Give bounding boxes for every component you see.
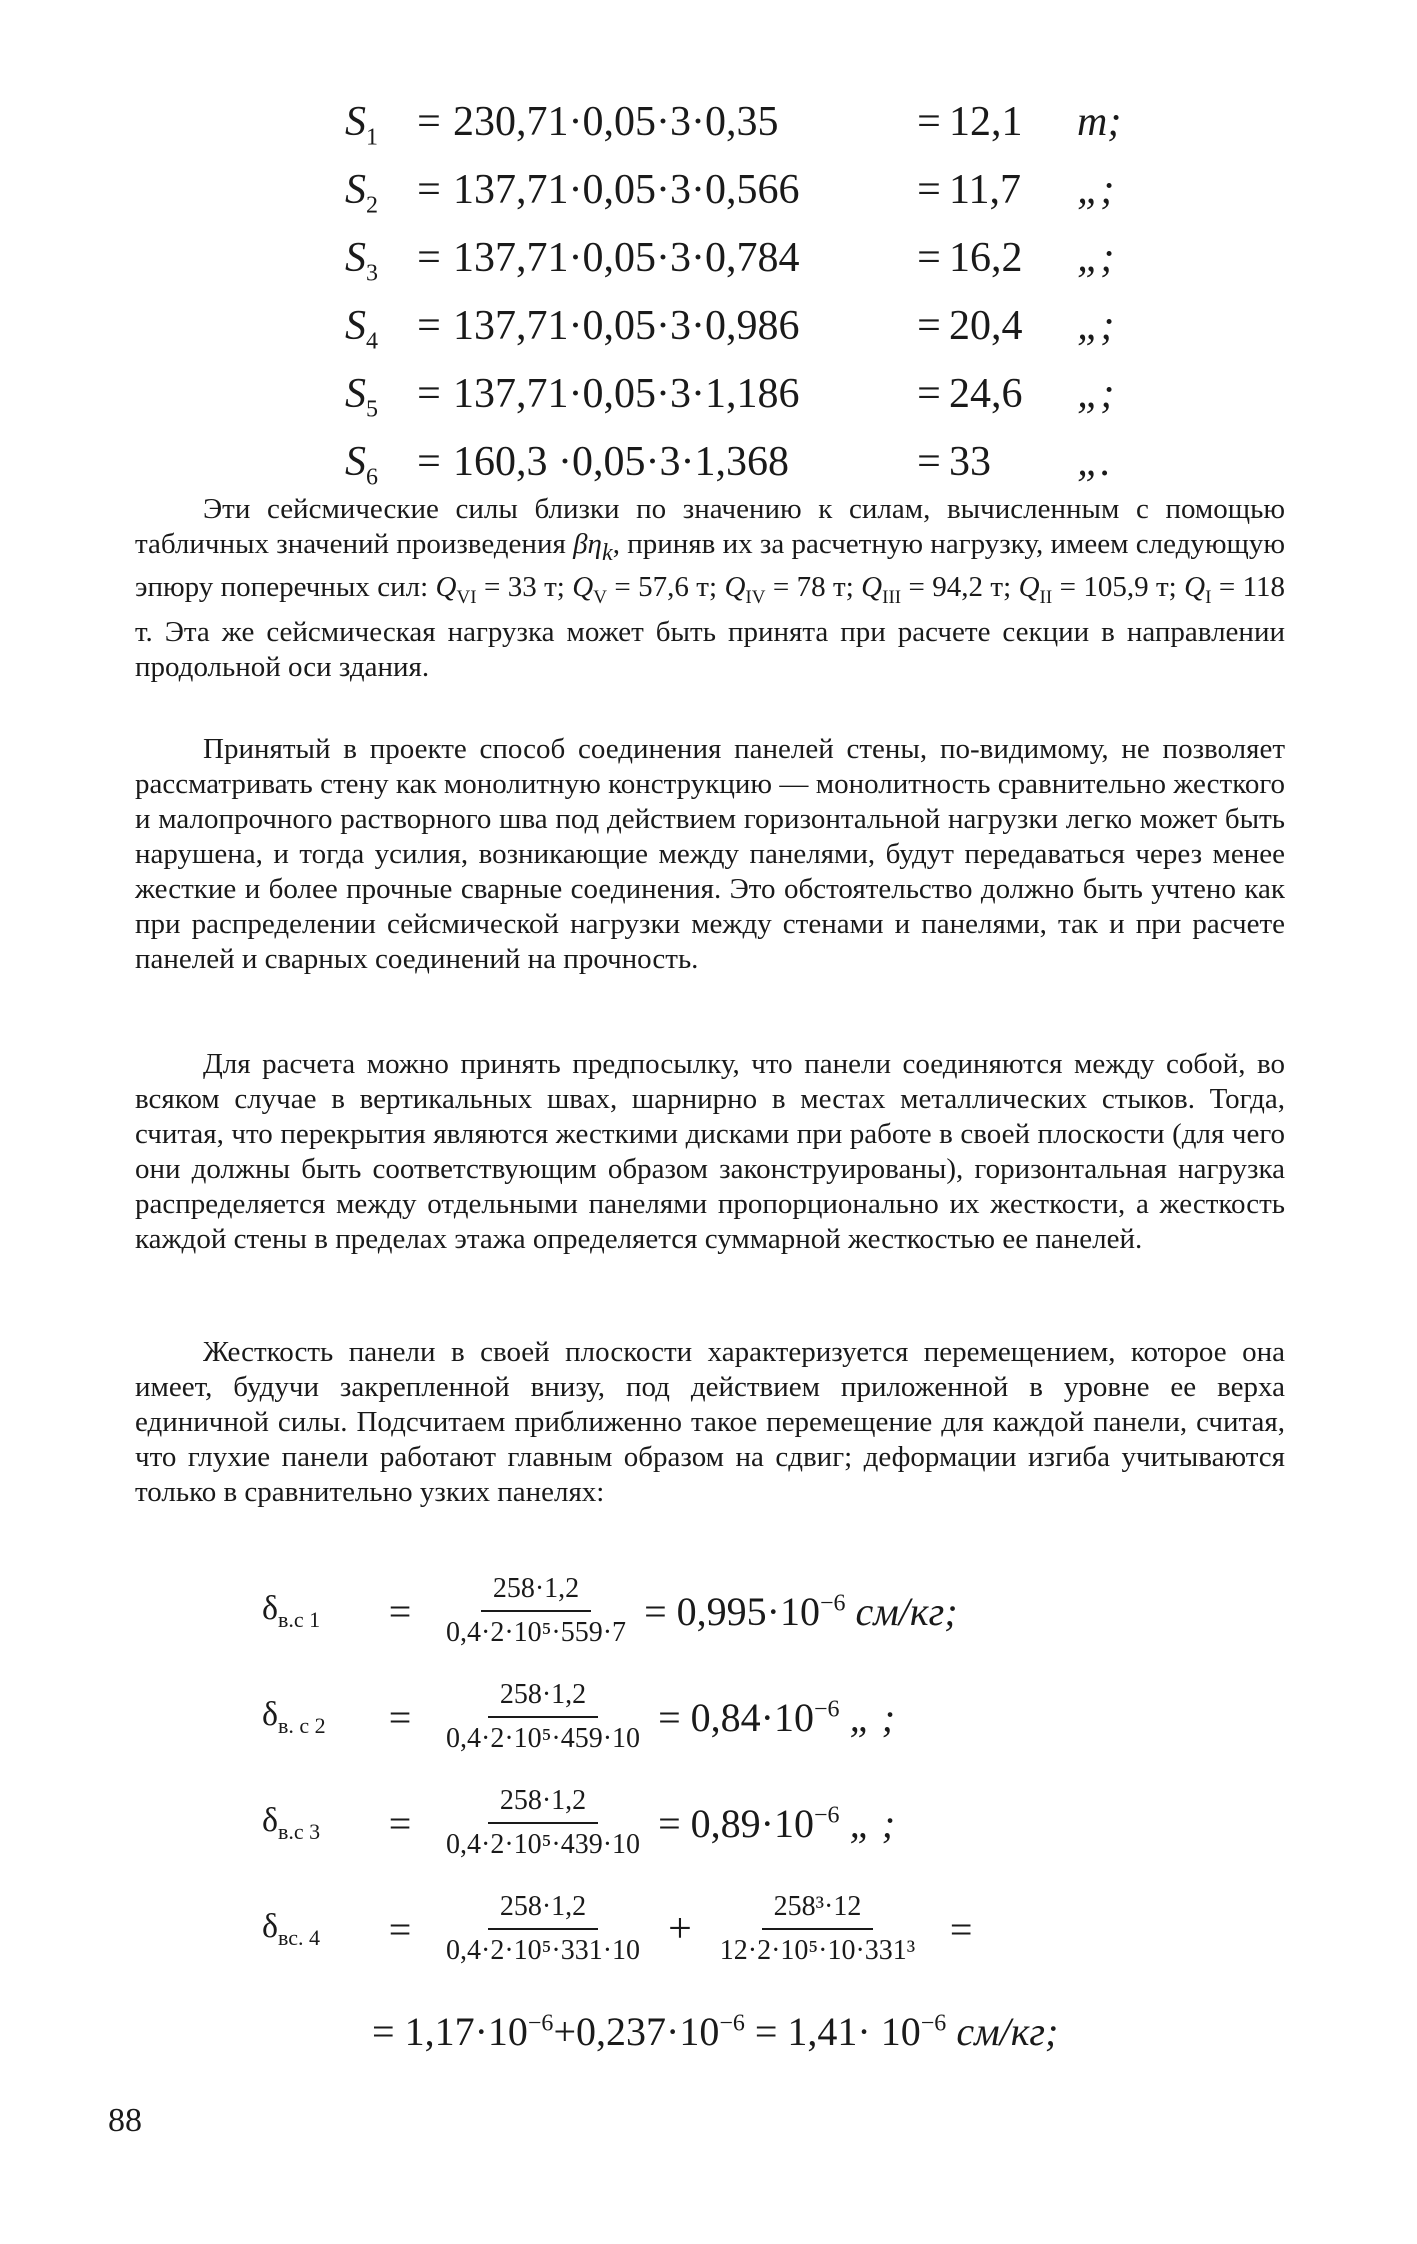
shear-force-vi: $Q_{VI}$ [435, 570, 477, 608]
formula-label: $\delta_{в.с 1}$ [262, 1589, 321, 1632]
equation-row: $S_4$ = 137,71·0,05·3·0,986 = 20,4 „; [345, 302, 1137, 370]
equation-expression: 137,71·0,05·3·0,784 [453, 235, 800, 281]
page-number: 88 [108, 2102, 142, 2139]
paragraph-seismic-forces: Эти сейсмические силы близки по значению к силам, вычисленным с помощью табличных значений произведения $\beta\eta_k$, приняв их за расчетную нагрузку, имеем следующую эпюру поперечных сил: $Q_{VI} = 33$ т; $Q_V = 57,6$ т; $Q_{IV} = 78$ т; $Q_{III} = 94,2$ т; $Q_{II} = 105,9$ т; $Q_I = 118$ т. Эта же сейсмическая нагрузка может быть принята при расчете секции в направлении продольной оси здания. [135, 493, 1286, 683]
equation-var: $S_1$ [345, 99, 378, 151]
formula-delta-3: $\delta_{в.с 3}$ = $\frac{258\cdot 1,2}{\text{0,4·2·10⁵·439·10}}$ = $0,89\cdot 10^{-6}$ „ ; [262, 1780, 895, 1866]
fraction: $\frac{258\cdot 1,2}{\text{0,4·2·10⁵·331·10}}$ [434, 1886, 652, 1972]
equation-result: 24,6 [949, 371, 1023, 417]
fraction: $\frac{258\cdot 1,2}{\text{0,4·2·10⁵·439·10}}$ [434, 1780, 652, 1866]
shear-force-i: $Q_I$ [1184, 570, 1212, 608]
formula-delta-4-final [372, 2008, 1058, 2055]
equation-unit: „; [1077, 235, 1115, 281]
equation-result: 33 [949, 439, 991, 485]
formula-label: $\delta_{в. с 2}$ [262, 1695, 326, 1738]
equation-expression: 160,3 ·0,05·3·1,368 [453, 439, 789, 485]
equation-unit: „. [1077, 439, 1111, 485]
formula-delta-4: $\delta_{вс. 4}$ = $\frac{258\cdot 1,2}{\text{0,4·2·10⁵·331·10}}$ + $\frac{\text{258³·12}}{\text{12·2·10⁵·10·331³}}$ = [262, 1886, 989, 1972]
equation-row: $S_6$ = 160,3 ·0,05·3·1,368 = 33 „. [345, 438, 1137, 506]
equation-var: $S_2$ [345, 167, 378, 219]
equation-row: $S_1$ = 230,71·0,05·3·0,35 = 12,1 т; [345, 98, 1137, 166]
formula-result: = $0,995\cdot 10^{-6}$ см/кг; [644, 1588, 958, 1634]
fraction: $\frac{258\cdot 1,2}{\text{0,4·2·10⁵·559·7}}$ [434, 1568, 638, 1654]
shear-force-v: $Q_V$ [572, 570, 607, 608]
equation-result: 16,2 [949, 235, 1023, 281]
formula-result: = $0,89\cdot 10^{-6}$ „ ; [658, 1800, 896, 1846]
equation-row: $S_5$ = 137,71·0,05·3·1,186 = 24,6 „; [345, 370, 1137, 438]
equation-unit: „; [1077, 167, 1115, 213]
equation-unit: „; [1077, 371, 1115, 417]
formula-result: = $1,17\cdot 10^{-6}+0,237\cdot 10^{-6} = 1,41\cdot 10^{-6}$ см/кг; [372, 2009, 1059, 2054]
beta-eta-symbol: βη [573, 528, 602, 560]
fraction: $\frac{258\cdot 1,2}{\text{0,4·2·10⁵·459·10}}$ [434, 1674, 652, 1760]
equation-unit: т; [1077, 99, 1122, 145]
fraction: $\frac{\text{258³·12}}{\text{12·2·10⁵·10·331³}}$ [708, 1886, 927, 1972]
equation-result: 20,4 [949, 303, 1023, 349]
equation-var: $S_3$ [345, 235, 378, 287]
equation-result: 11,7 [949, 167, 1021, 213]
shear-force-iv: $Q_{IV}$ [724, 570, 766, 608]
equation-row: $S_2$ = 137,71·0,05·3·0,566 = 11,7 „; [345, 166, 1137, 234]
equation-row: $S_3$ = 137,71·0,05·3·0,784 = 16,2 „; [345, 234, 1137, 302]
shear-force-ii: $Q_{II}$ [1018, 570, 1053, 608]
formula-label: $\delta_{в.с 3}$ [262, 1801, 321, 1844]
formula-delta-1: $\delta_{в.с 1}$ = $\frac{258\cdot 1,2}{\text{0,4·2·10⁵·559·7}}$ = $0,995\cdot 10^{-6}$ см/кг; [262, 1568, 958, 1654]
seismic-force-equations [345, 98, 1137, 506]
formula-label: $\delta_{вс. 4}$ [262, 1907, 321, 1950]
equation-expression: 137,71·0,05·3·0,986 [453, 303, 800, 349]
equation-var: $S_5$ [345, 371, 378, 423]
formula-result: = $0,84\cdot 10^{-6}$ „ ; [658, 1694, 896, 1740]
equation-expression: 137,71·0,05·3·0,566 [453, 167, 800, 213]
equation-var: $S_6$ [345, 439, 378, 491]
shear-force-iii: $Q_{III}$ [861, 570, 902, 608]
equation-unit: „; [1077, 303, 1115, 349]
formula-delta-2: $\delta_{в. с 2}$ = $\frac{258\cdot 1,2}{\text{0,4·2·10⁵·459·10}}$ = $0,84\cdot 10^{-6}$ „ ; [262, 1674, 895, 1760]
paragraph-panel-connections: Принятый в проекте способ соединения панелей стены, по-видимому, не позволяет рассматривать стену как монолитную конструкцию — монолитность сравнительно жесткого и малопрочного растворного шва под действием горизонтальной нагрузки легко может быть нарушена, и тогда усилия, возникающие между панелями, будут передаваться через менее жесткие и более прочные сварные соединения. Это обстоятельство должно быть учтено как при распределении сейсмической нагрузки между стенами и панелями, так и при расчете панелей и сварных соединений на прочность. [135, 733, 1285, 975]
equation-expression: 137,71·0,05·3·1,186 [453, 371, 800, 417]
equation-var: $S_4$ [345, 303, 378, 355]
paragraph-calculation-premise: Для расчета можно принять предпосылку, что панели соединяются между собой, во всяком случае в вертикальных швах, шарнирно в местах металлических стыков. Тогда, считая, что перекрытия являются жесткими дисками при работе в своей плоскости (для чего они должны быть соответствующим образом законструированы), горизонтальная нагрузка распределяется между отдельными панелями пропорционально их жесткости, а жесткость каждой стены в пределах этажа определяется суммарной жесткостью ее панелей. [135, 1048, 1285, 1255]
equation-expression: 230,71·0,05·3·0,35 [453, 99, 779, 145]
paragraph-panel-stiffness: Жесткость панели в своей плоскости характеризуется перемещением, которое она имеет, будучи закрепленной внизу, под действием приложенной в уровне ее верха единичной силы. Подсчитаем приближенно такое перемещение для каждой панели, считая, что глухие панели работают главным образом на сдвиг; деформации изгиба учитываются только в сравнительно узких панелях: [135, 1336, 1285, 1508]
equation-result: 12,1 [949, 99, 1023, 145]
